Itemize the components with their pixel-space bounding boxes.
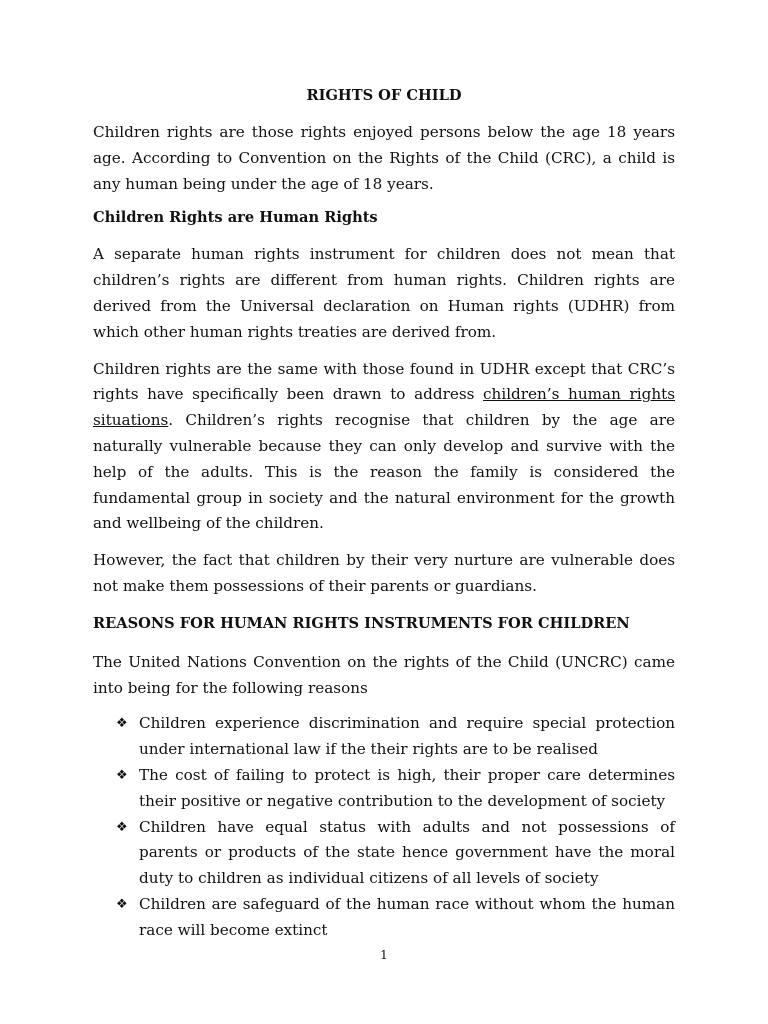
list-item bbox=[116, 815, 675, 892]
vulnerability-paragraph: However, the fact that children by their very nurture are vulnerable does not make them possessions of their parents or guardians. bbox=[93, 551, 675, 595]
intro-paragraph: Children rights are those rights enjoyed persons below the age 18 years age. According to Convention on the Rights of the Child (CRC), a child is any human being under the age of 18 years. bbox=[93, 123, 675, 193]
instrument-paragraph: A separate human rights instrument for children does not mean that children’s rights are different from human rights. Children rights are derived from the Universal declaration on Human rights (UDHR) from which other human rights treaties are derived from. bbox=[93, 245, 675, 341]
list-item-text: Children experience discrimination and require special protection under international law if the their rights are to be realised bbox=[139, 714, 675, 759]
diamond-bullet-icon: ❖ bbox=[116, 896, 128, 912]
uncrc-paragraph: The United Nations Convention on the rights of the Child (UNCRC) came into being for the following reasons bbox=[93, 652, 675, 697]
list-item-text: The cost of failing to protect is high, their proper care determines their positive or negative contribution to the development of society bbox=[139, 765, 675, 810]
list-item-text: Children are safeguard of the human race without whom the human race will become extinct bbox=[139, 894, 675, 939]
diamond-bullet-icon: ❖ bbox=[116, 819, 128, 835]
list-item bbox=[116, 711, 675, 763]
reasons-list bbox=[93, 711, 675, 943]
list-item-text: Children have equal status with adults and not possessions of parents or products of the state hence government have the moral duty to children as individual citizens of all levels of society bbox=[139, 817, 675, 888]
section-heading-human-rights: Children Rights are Human Rights bbox=[93, 209, 378, 227]
section-heading-reasons: REASONS FOR HUMAN RIGHTS INSTRUMENTS FOR CHILDREN bbox=[93, 614, 630, 632]
list-item bbox=[116, 892, 675, 944]
paragraph-text: Children rights are the same with those found in UDHR except that CRC’s rights have specifically been drawn to address bbox=[93, 359, 675, 404]
page-number: 1 bbox=[380, 948, 388, 962]
childrens-human-rights-link[interactable]: children’s human rights situations bbox=[93, 385, 675, 430]
udhr-comparison-paragraph bbox=[93, 357, 675, 538]
paragraph-text: . Children’s rights recognise that children by the age are naturally vulnerable because they can only develop and survive with the help of the adults. This is the reason the family is considered the fundamental group in society and the natural environment for the growth and wellbeing of the children. bbox=[93, 411, 675, 533]
list-item bbox=[116, 763, 675, 815]
diamond-bullet-icon: ❖ bbox=[116, 716, 128, 732]
diamond-bullet-icon: ❖ bbox=[116, 767, 128, 783]
document-title: RIGHTS OF CHILD bbox=[306, 87, 462, 104]
